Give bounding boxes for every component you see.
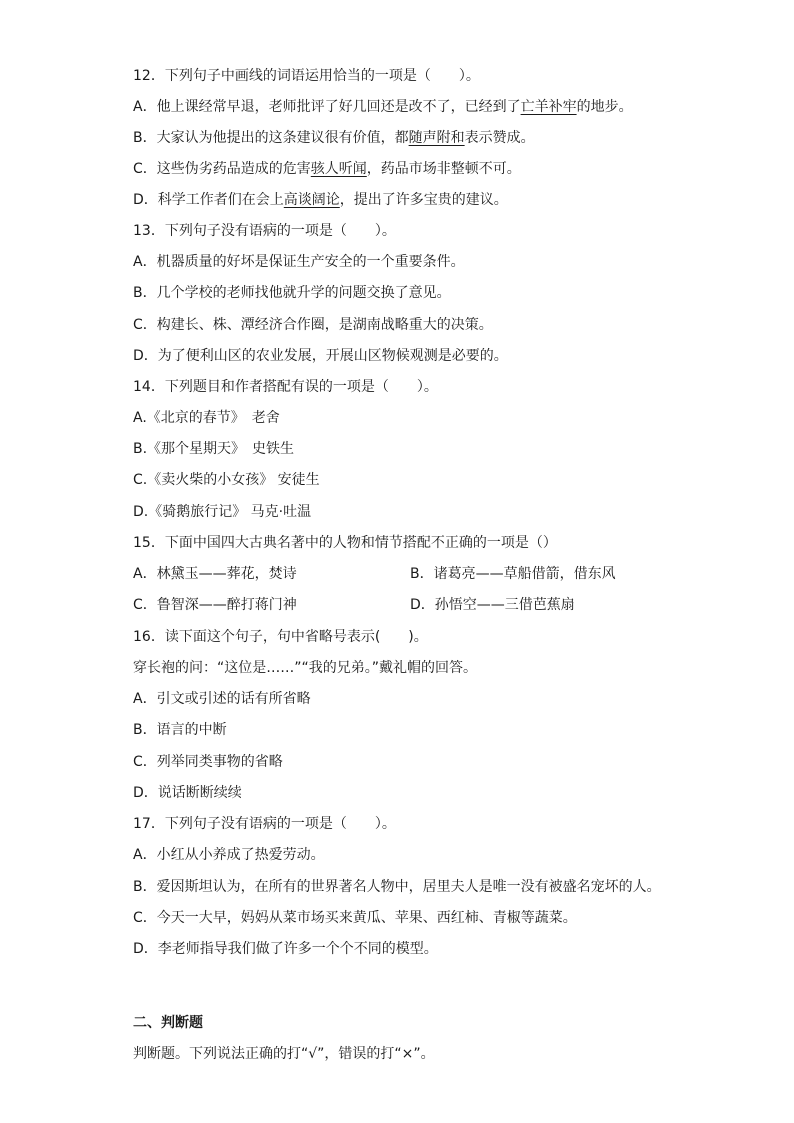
q14-option-c: C.《卖火柴的小女孩》 安徒生 <box>133 472 320 488</box>
q16-quote: 穿长袍的问：“这位是……”“我的兄弟。”戴礼帽的回答。 <box>133 660 478 676</box>
q13-option-a: A．机器质量的好坏是保证生产安全的一个重要条件。 <box>133 254 465 270</box>
q13-stem: 13．下列句子没有语病的一项是（ ）。 <box>133 223 396 239</box>
q12-b-text-pre: B．大家认为他提出的这条建议很有价值，都 <box>133 130 409 146</box>
section-title: 二、判断题 <box>133 1015 203 1031</box>
q12-d-underlined: 高谈阔论 <box>283 192 340 208</box>
q16-stem: 16．读下面这个句子，句中省略号表示( )。 <box>133 629 428 645</box>
q13-option-b: B．几个学校的老师找他就升学的问题交换了意见。 <box>133 285 451 301</box>
q16-option-d: D．说话断断续续 <box>133 785 242 801</box>
q12-c-underlined: 骇人听闻 <box>310 161 367 177</box>
q12-d-text-pre: D．科学工作者们在会上 <box>133 192 284 208</box>
q15-option-a: A．林黛玉——葬花，焚诗 <box>133 566 297 582</box>
q13-option-c: C．构建长、株、潭经济合作圈，是湖南战略重大的决策。 <box>133 317 493 333</box>
section-instruction: 判断题。下列说法正确的打“√”，错误的打“×”。 <box>133 1046 435 1062</box>
q15-stem: 15．下面中国四大古典名著中的人物和情节搭配不正确的一项是（） <box>133 535 557 551</box>
q12-d-text-post: ，提出了许多宝贵的建议。 <box>339 192 508 208</box>
q12-c-text-pre: C．这些伪劣药品造成的危害 <box>133 161 311 177</box>
q12-b-text-post: 表示赞成。 <box>464 130 535 146</box>
q12-c-text-post: ，药品市场非整顿不可。 <box>366 161 521 177</box>
q12-a-text-pre: A．他上课经常早退，老师批评了好几回还是改不了，已经到了 <box>133 99 521 115</box>
q15-option-c: C．鲁智深——醉打蒋门神 <box>133 597 297 613</box>
q15-option-d: D．孙悟空——三借芭蕉扇 <box>410 597 575 613</box>
q17-stem: 17．下列句子没有语病的一项是（ ）。 <box>133 816 396 832</box>
q12-option-d <box>133 190 508 210</box>
q12-b-underlined: 随声附和 <box>408 130 465 146</box>
q14-option-b: B.《那个星期天》 史铁生 <box>133 441 295 457</box>
q14-stem: 14．下列题目和作者搭配有误的一项是（ ）。 <box>133 379 438 395</box>
q12-option-b <box>133 128 535 148</box>
q14-option-a: A.《北京的春节》 老舍 <box>133 410 280 426</box>
q17-option-c: C．今天一大早，妈妈从菜市场买来黄瓜、苹果、西红柿、青椒等蔬菜。 <box>133 910 577 926</box>
q12-option-a <box>133 97 633 117</box>
q17-option-b: B．爱因斯坦认为，在所有的世界著名人物中，居里夫人是唯一没有被盛名宠坏的人。 <box>133 879 661 895</box>
q16-option-b: B．语言的中断 <box>133 722 227 738</box>
q12-a-underlined: 亡羊补牢 <box>520 99 577 115</box>
q13-option-d: D．为了便利山区的农业发展，开展山区物候观测是必要的。 <box>133 348 508 364</box>
q12-stem: 12．下列句子中画线的词语运用恰当的一项是（ ）。 <box>133 68 480 84</box>
q17-option-a: A．小红从小养成了热爱劳动。 <box>133 847 325 863</box>
q12-a-text-post: 的地步。 <box>576 99 633 115</box>
q17-option-d: D．李老师指导我们做了许多一个个不同的模型。 <box>133 941 438 957</box>
q16-option-c: C．列举同类事物的省略 <box>133 754 283 770</box>
q12-option-c <box>133 159 521 179</box>
q15-option-b: B．诸葛亮——草船借箭，借东风 <box>410 566 616 582</box>
q14-option-d: D.《骑鹅旅行记》 马克·吐温 <box>133 504 312 520</box>
q16-option-a: A．引文或引述的话有所省略 <box>133 691 311 707</box>
